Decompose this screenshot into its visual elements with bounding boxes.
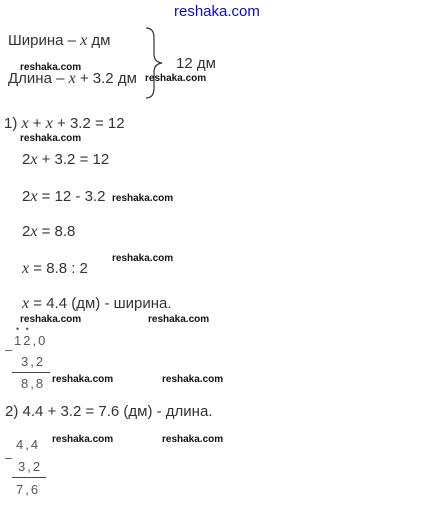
var-x: x	[68, 70, 76, 87]
coefficient: 2	[22, 223, 31, 240]
equation-rest: = 4.4 (дм) - ширина.	[29, 295, 172, 312]
width-label: Ширина –	[8, 32, 81, 49]
width-unit: дм	[87, 32, 111, 49]
equation-rest: + 3.2 = 12	[37, 151, 110, 168]
sum-line	[12, 372, 50, 373]
equation-rest: = 12 - 3.2	[37, 188, 106, 205]
site-title[interactable]: reshaka.com	[174, 3, 260, 20]
minus-sign: –	[5, 342, 13, 357]
watermark: reshaka.com	[52, 434, 114, 445]
curly-brace-icon	[144, 26, 166, 100]
length-expression: + 3.2 дм	[75, 70, 137, 87]
difference: 8,8	[21, 376, 46, 391]
plus-sign: +	[28, 115, 46, 132]
addend-2: 3,2	[18, 459, 43, 474]
equation-3	[22, 188, 105, 206]
equation-rest: + 3.2 = 12	[52, 115, 125, 132]
coefficient: 2	[22, 188, 31, 205]
var-x: x	[22, 295, 30, 312]
equation-5	[22, 260, 88, 278]
equation-4	[22, 223, 75, 241]
watermark: reshaka.com	[112, 193, 174, 204]
watermark: reshaka.com	[20, 62, 82, 73]
equation-1	[4, 115, 125, 133]
addend-1: 4,4	[16, 437, 41, 452]
total-length: 12 дм	[176, 55, 216, 72]
width-line	[8, 32, 111, 50]
step-number: 1)	[4, 115, 22, 132]
subtrahend: 3,2	[21, 354, 46, 369]
watermark: reshaka.com	[112, 253, 174, 264]
sum-result: 7,6	[16, 482, 41, 497]
length-line	[8, 70, 137, 88]
coefficient: 2	[22, 151, 31, 168]
watermark: reshaka.com	[148, 314, 210, 325]
length-label: Длина –	[8, 70, 69, 87]
var-x: x	[30, 223, 38, 240]
equation-rest: = 8.8 : 2	[29, 260, 88, 277]
equation-rest: = 8.8	[37, 223, 76, 240]
borrow-dots: • •	[16, 324, 31, 334]
var-x: x	[80, 32, 88, 49]
var-x: x	[22, 260, 30, 277]
var-x: x	[45, 115, 53, 132]
var-x: x	[30, 188, 38, 205]
var-x: x	[21, 115, 29, 132]
watermark: reshaka.com	[52, 374, 114, 385]
equation-7: 2) 4.4 + 3.2 = 7.6 (дм) - длина.	[5, 403, 213, 420]
minus-sign: –	[5, 450, 13, 465]
watermark: reshaka.com	[20, 314, 82, 325]
watermark: reshaka.com	[145, 73, 207, 84]
watermark: reshaka.com	[20, 133, 82, 144]
watermark: reshaka.com	[162, 374, 224, 385]
sum-line	[12, 477, 46, 478]
var-x: x	[30, 151, 38, 168]
watermark: reshaka.com	[162, 434, 224, 445]
equation-2	[22, 151, 109, 169]
minuend: 12,0	[14, 333, 48, 348]
equation-6	[22, 295, 172, 313]
